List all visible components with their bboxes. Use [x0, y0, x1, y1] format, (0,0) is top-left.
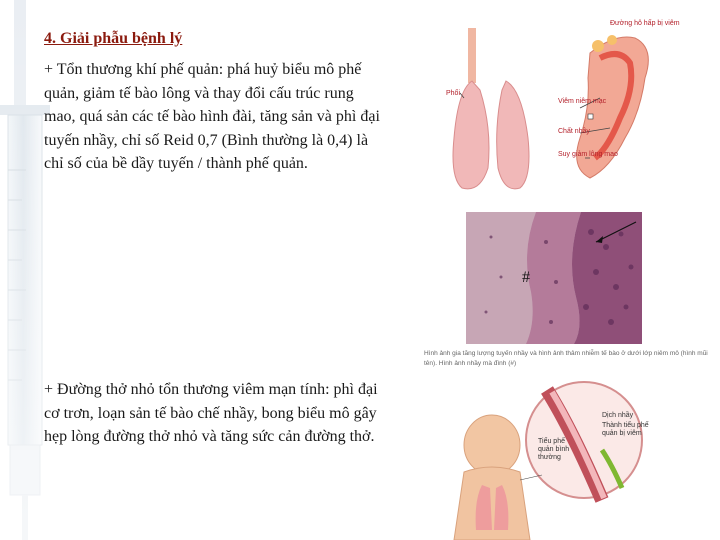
label-inflamed-wall: Thành tiểu phế quản bị viêm	[602, 422, 649, 437]
label-mucosal-inflammation: Viêm niêm mạc	[558, 98, 607, 105]
micrograph-caption: Hình ảnh gia tăng lượng tuyến nhầy và hình ảnh thâm nhiễm tế bào ở dưới lớp niêm mô (hình mũi tên). Hình ảnh nhầy mà đình (#)	[424, 350, 708, 367]
label-cilia-loss: Suy giảm lông mao	[558, 151, 618, 158]
histology-micrograph	[466, 212, 642, 344]
micrograph-image	[466, 212, 642, 344]
section-heading: 4. Giải phẫu bệnh lý	[44, 30, 183, 47]
small-airway-paragraph: + Đường thở nhỏ tổn thương viêm mạn tính: phì đại cơ trơn, loạn sản tế bào chế nhầy, bong biểu mô gây hẹp lòng đường thở nhỏ và tăng sức cản đường thở.	[44, 381, 378, 445]
label-mucus-infant: Dịch nhầy	[602, 412, 634, 419]
infant-airway-illustration	[452, 370, 702, 540]
infant-airway-image	[452, 370, 702, 540]
bronchitis-illustration	[440, 18, 715, 208]
bronchial-lesion-paragraph: + Tổn thương khí phế quản: phá huỷ biểu mô phế quản, giảm tế bào lông và thay đổi cấu trúc rung mao, quá sản các tế bào hình đài, tăng sản và phì đại tuyến nhầy, chỉ số Reid 0,7 (Bình thường là 0,4) là chỉ số của bề dầy tuyến / thành phế quản.	[44, 61, 380, 172]
label-mucus: Chất nhầy	[558, 128, 590, 135]
label-normal-bronchiole: Tiểu phế quản bình thường	[538, 438, 570, 461]
label-inflamed-airway: Đường hô hấp bị viêm	[610, 20, 680, 27]
label-lung: Phổi	[446, 90, 461, 97]
hash-marker: #	[522, 269, 530, 286]
lungs-diagram	[440, 18, 715, 208]
